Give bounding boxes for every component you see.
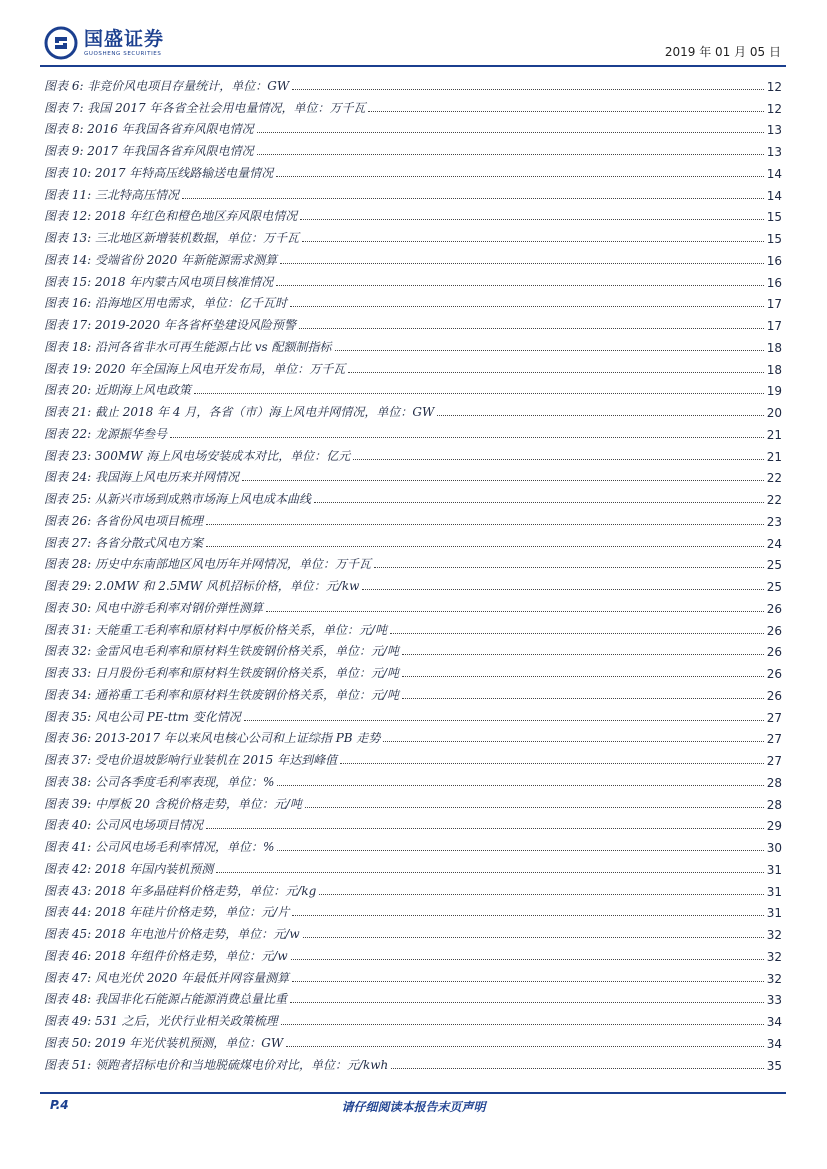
logo-name: 国盛证券 <box>84 27 165 50</box>
toc-entry-page: 28 <box>766 775 782 790</box>
logo-mark-icon <box>44 26 78 60</box>
toc-entry-label: 图表 24: 我国海上风电历来并网情况 <box>44 470 239 485</box>
toc-entry-label: 图表 7: 我国 2017 年各省全社会用电量情况，单位：万千瓦 <box>44 100 366 115</box>
toc-entry[interactable] <box>44 485 782 507</box>
toc-dot-leader <box>362 588 763 590</box>
toc-dot-leader <box>257 153 764 155</box>
toc-entry-page: 32 <box>766 928 782 942</box>
toc-entry[interactable] <box>44 1007 782 1029</box>
toc-entry[interactable] <box>44 942 782 964</box>
toc-entry-label: 图表 21: 截止 2018 年 4 月，各省（市）海上风电并网情况，单位：GW <box>44 405 435 419</box>
toc-entry-page: 27 <box>766 710 782 725</box>
toc-entry-page: 25 <box>766 558 782 573</box>
toc-entry-page: 22 <box>766 493 782 507</box>
toc-entry-label: 图表 9: 2017 年我国各省弃风限电情况 <box>44 144 254 158</box>
page-header <box>40 20 787 64</box>
toc-dot-leader <box>257 131 764 133</box>
toc-entry-page: 27 <box>766 754 782 768</box>
toc-dot-leader <box>290 305 764 307</box>
toc-entry-page: 32 <box>766 971 782 986</box>
toc-entry-label: 图表 51: 领跑者招标电价和当地脱硫煤电价对比，单位：元/kwh <box>44 1057 389 1072</box>
toc-entry-page: 20 <box>766 406 782 420</box>
table-of-figures <box>44 72 782 1073</box>
toc-entry-page: 12 <box>766 101 782 116</box>
toc-entry-label: 图表 14: 受端省份 2020 年新能源需求测算 <box>44 252 278 267</box>
toc-dot-leader <box>277 849 763 851</box>
toc-entry[interactable] <box>44 159 782 181</box>
toc-entry-label: 图表 45: 2018 年电池片价格走势，单位：元/w <box>44 927 300 941</box>
toc-dot-leader <box>314 501 764 503</box>
toc-entry[interactable] <box>44 420 782 442</box>
page-number: P.4 <box>50 1098 69 1112</box>
toc-entry[interactable] <box>44 181 782 203</box>
toc-entry-label: 图表 48: 我国非化石能源占能源消费总量比重 <box>44 992 287 1007</box>
toc-entry[interactable] <box>44 920 782 942</box>
toc-entry-page: 12 <box>766 79 782 94</box>
toc-entry-label: 图表 8: 2016 年我国各省弃风限电情况 <box>44 122 254 137</box>
toc-entry-label: 图表 47: 风电光伏 2020 年最低并网容量测算 <box>44 970 290 985</box>
toc-entry[interactable] <box>44 768 782 790</box>
toc-entry-page: 35 <box>766 1058 782 1073</box>
toc-entry-label: 图表 11: 三北特高压情况 <box>44 187 179 202</box>
toc-dot-leader <box>291 958 764 960</box>
toc-entry[interactable] <box>44 703 782 725</box>
toc-entry-page: 17 <box>766 297 782 312</box>
toc-entry-label: 图表 43: 2018 年多晶硅料价格走势，单位：元/kg <box>44 883 317 898</box>
toc-entry[interactable] <box>44 572 782 594</box>
toc-dot-leader <box>206 523 764 525</box>
toc-entry-page: 24 <box>766 536 782 551</box>
toc-dot-leader <box>319 893 763 895</box>
toc-entry[interactable] <box>44 877 782 899</box>
toc-entry-label: 图表 13: 三北地区新增装机数据，单位：万千瓦 <box>44 231 299 245</box>
toc-entry-label: 图表 33: 日月股份毛利率和原材料生铁废钢价格关系，单位：元/吨 <box>44 666 399 680</box>
toc-entry[interactable] <box>44 246 782 268</box>
toc-entry-label: 图表 10: 2017 年特高压线路输送电量情况 <box>44 165 274 180</box>
toc-entry[interactable] <box>44 833 782 855</box>
toc-entry-page: 15 <box>766 232 782 246</box>
toc-entry-page: 23 <box>766 514 782 529</box>
toc-dot-leader <box>194 392 764 394</box>
toc-dot-leader <box>292 88 763 90</box>
toc-entry-page: 25 <box>766 580 782 594</box>
toc-entry-label: 图表 37: 受电价退坡影响行业装机在 2015 年达到峰值 <box>44 753 338 767</box>
toc-dot-leader <box>292 980 764 982</box>
toc-dot-leader <box>305 806 764 808</box>
toc-dot-leader <box>266 610 764 612</box>
toc-dot-leader <box>276 175 763 177</box>
header-divider <box>40 65 786 67</box>
toc-entry[interactable] <box>44 290 782 312</box>
toc-entry[interactable] <box>44 725 782 747</box>
toc-entry-page: 27 <box>766 732 782 747</box>
toc-dot-leader <box>353 458 763 460</box>
toc-entry-page: 14 <box>766 166 782 181</box>
footer-disclaimer: 请仔细阅读本报告末页声明 <box>341 1100 486 1114</box>
toc-dot-leader <box>280 262 764 264</box>
toc-entry-label: 图表 29: 2.0MW 和 2.5MW 风机招标价格，单位：元/kw <box>44 579 360 593</box>
toc-dot-leader <box>290 1001 764 1003</box>
toc-entry[interactable] <box>44 746 782 768</box>
toc-entry-page: 16 <box>766 253 782 268</box>
toc-entry[interactable] <box>44 790 782 812</box>
toc-entry-page: 21 <box>766 449 782 464</box>
toc-entry[interactable] <box>44 638 782 660</box>
toc-dot-leader <box>335 349 764 351</box>
toc-dot-leader <box>216 871 763 873</box>
toc-entry[interactable] <box>44 464 782 486</box>
toc-entry-page: 26 <box>766 623 782 638</box>
logo-subtitle: GUOSHENG SECURITIES <box>84 50 162 57</box>
toc-entry-label: 图表 15: 2018 年内蒙古风电项目核准情况 <box>44 274 274 289</box>
toc-dot-leader <box>437 414 763 416</box>
toc-entry-label: 图表 36: 2013-2017 年以来风电核心公司和上证综指 PB 走势 <box>44 731 381 746</box>
report-date: 2019 年 01 月 05 日 <box>664 45 781 59</box>
toc-entry-page: 16 <box>766 275 782 290</box>
toc-dot-leader <box>348 371 763 373</box>
toc-dot-leader <box>276 284 763 286</box>
toc-entry-label: 图表 22: 龙源振华叁号 <box>44 426 167 441</box>
toc-dot-leader <box>170 436 764 438</box>
toc-entry-label: 图表 42: 2018 年国内装机预测 <box>44 861 214 876</box>
toc-entry[interactable] <box>44 398 782 420</box>
toc-entry-page: 22 <box>766 471 782 486</box>
toc-entry-page: 28 <box>766 797 782 812</box>
toc-entry-label: 图表 46: 2018 年组件价格走势，单位：元/w <box>44 948 288 963</box>
toc-entry[interactable] <box>44 137 782 159</box>
toc-entry-label: 图表 50: 2019 年光伏装机预测，单位：GW <box>44 1035 284 1050</box>
toc-entry[interactable] <box>44 507 782 529</box>
toc-dot-leader <box>391 1067 763 1069</box>
toc-entry-page: 17 <box>766 319 782 333</box>
toc-entry-page: 19 <box>766 384 782 399</box>
toc-entry-page: 26 <box>766 667 782 681</box>
toc-entry-page: 31 <box>766 906 782 921</box>
toc-dot-leader <box>299 327 764 329</box>
toc-entry-label: 图表 31: 天能重工毛利率和原材料中厚板价格关系，单位：元/吨 <box>44 622 387 637</box>
toc-dot-leader <box>402 675 764 677</box>
toc-entry-page: 15 <box>766 210 782 225</box>
toc-entry[interactable] <box>44 333 782 355</box>
toc-entry-label: 图表 38: 公司各季度毛利率表现，单位：% <box>44 774 275 789</box>
toc-entry-label: 图表 35: 风电公司 PE-ttm 变化情况 <box>44 709 241 724</box>
toc-entry[interactable] <box>44 203 782 225</box>
toc-entry-label: 图表 49: 531 之后，光伏行业相关政策梳理 <box>44 1014 278 1028</box>
toc-entry-label: 图表 19: 2020 年全国海上风电开发布局，单位：万千瓦 <box>44 361 346 376</box>
toc-entry-label: 图表 32: 金雷风电毛利率和原材料生铁废钢价格关系，单位：元/吨 <box>44 644 399 659</box>
toc-entry[interactable] <box>44 986 782 1008</box>
toc-entry[interactable] <box>44 855 782 877</box>
toc-dot-leader <box>302 240 764 242</box>
toc-entry[interactable] <box>44 442 782 464</box>
toc-entry-page: 33 <box>766 993 782 1008</box>
toc-entry-page: 18 <box>766 362 782 377</box>
toc-entry-label: 图表 23: 300MW 海上风电场安装成本对比，单位：亿元 <box>44 448 351 463</box>
toc-dot-leader <box>244 719 764 721</box>
toc-entry[interactable] <box>44 899 782 921</box>
toc-entry[interactable] <box>44 116 782 138</box>
toc-entry[interactable] <box>44 311 782 333</box>
toc-entry-label: 图表 28: 历史中东南部地区风电历年并网情况，单位：万千瓦 <box>44 557 371 572</box>
toc-entry-label: 图表 25: 从新兴市场到成熟市场海上风电成本曲线 <box>44 492 311 506</box>
toc-entry-page: 31 <box>766 862 782 877</box>
toc-entry[interactable] <box>44 529 782 551</box>
toc-entry-label: 图表 27: 各省分散式风电方案 <box>44 535 203 550</box>
toc-entry-page: 29 <box>766 819 782 834</box>
toc-entry[interactable] <box>44 812 782 834</box>
toc-entry-label: 图表 41: 公司风电场毛利率情况，单位：% <box>44 840 275 854</box>
toc-entry-page: 32 <box>766 949 782 964</box>
toc-dot-leader <box>242 479 764 481</box>
toc-dot-leader <box>303 936 764 938</box>
toc-dot-leader <box>292 914 763 916</box>
toc-dot-leader <box>206 545 764 547</box>
toc-entry-label: 图表 26: 各省份风电项目梳理 <box>44 513 203 528</box>
toc-entry-label: 图表 40: 公司风电场项目情况 <box>44 818 203 833</box>
toc-entry[interactable] <box>44 616 782 638</box>
toc-entry-page: 34 <box>766 1015 782 1029</box>
toc-entry-page: 30 <box>766 841 782 855</box>
toc-entry-page: 26 <box>766 601 782 616</box>
toc-entry-page: 13 <box>766 145 782 159</box>
toc-entry-page: 34 <box>766 1036 782 1051</box>
toc-dot-leader <box>182 197 764 199</box>
toc-entry-label: 图表 6: 非竞价风电项目存量统计，单位：GW <box>44 78 290 93</box>
toc-entry-page: 31 <box>766 884 782 899</box>
toc-entry-page: 26 <box>766 688 782 703</box>
toc-entry[interactable] <box>44 551 782 573</box>
toc-dot-leader <box>390 632 764 634</box>
toc-dot-leader <box>402 697 764 699</box>
toc-entry-label: 图表 17: 2019-2020 年各省杯垫建设风险预警 <box>44 318 296 332</box>
toc-entry-label: 图表 30: 风电中游毛利率对钢价弹性测算 <box>44 600 263 615</box>
toc-entry[interactable] <box>44 1051 782 1073</box>
toc-entry[interactable] <box>44 224 782 246</box>
toc-dot-leader <box>277 784 763 786</box>
toc-entry-page: 13 <box>766 123 782 138</box>
toc-dot-leader <box>383 740 763 742</box>
toc-entry-label: 图表 39: 中厚板 20 含税价格走势，单位：元/吨 <box>44 796 302 811</box>
toc-entry-page: 18 <box>766 340 782 355</box>
toc-dot-leader <box>402 653 764 655</box>
toc-entry-label: 图表 44: 2018 年硅片价格走势，单位：元/片 <box>44 905 290 920</box>
toc-entry-label: 图表 16: 沿海地区用电需求，单位：亿千瓦时 <box>44 296 287 311</box>
footer-divider <box>40 1092 786 1094</box>
toc-dot-leader <box>281 1023 764 1025</box>
toc-entry-page: 26 <box>766 645 782 660</box>
toc-entry[interactable] <box>44 94 782 116</box>
toc-dot-leader <box>300 218 763 220</box>
toc-entry-page: 21 <box>766 427 782 442</box>
toc-entry-label: 图表 20: 近期海上风电政策 <box>44 383 191 398</box>
toc-dot-leader <box>286 1045 764 1047</box>
toc-dot-leader <box>340 762 764 764</box>
toc-entry-page: 14 <box>766 188 782 203</box>
toc-dot-leader <box>368 110 763 112</box>
toc-entry[interactable] <box>44 1029 782 1051</box>
toc-entry[interactable] <box>44 659 782 681</box>
toc-entry-label: 图表 18: 沿河各省非水可再生能源占比 vs 配额制指标 <box>44 339 332 354</box>
toc-entry-label: 图表 34: 通裕重工毛利率和原材料生铁废钢价格关系，单位：元/吨 <box>44 687 399 702</box>
toc-entry[interactable] <box>44 355 782 377</box>
toc-entry[interactable] <box>44 268 782 290</box>
toc-entry[interactable] <box>44 681 782 703</box>
toc-entry-label: 图表 12: 2018 年红色和橙色地区弃风限电情况 <box>44 209 298 224</box>
toc-entry[interactable] <box>44 72 782 94</box>
toc-dot-leader <box>374 566 764 568</box>
toc-entry[interactable] <box>44 964 782 986</box>
toc-entry[interactable] <box>44 377 782 399</box>
toc-entry[interactable] <box>44 594 782 616</box>
toc-dot-leader <box>206 827 764 829</box>
company-logo <box>44 26 164 60</box>
